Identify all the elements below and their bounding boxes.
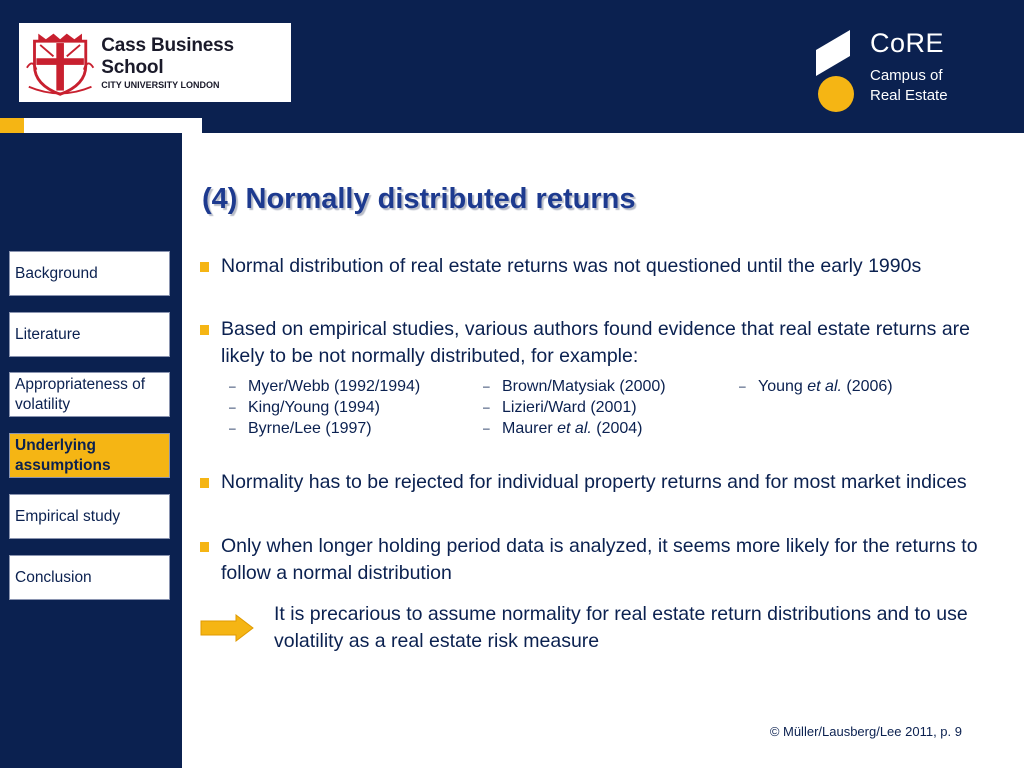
core-mark-icon <box>812 28 862 114</box>
sidebar-item-label: Background <box>15 264 98 282</box>
bullet-text: Based on empirical studies, various authors found evidence that real estate returns are likely to be not normally distributed, for example: <box>221 318 971 367</box>
reference-item <box>229 418 372 439</box>
dash-bullet-icon: – <box>229 421 236 435</box>
sidebar-item-label: Conclusion <box>15 568 92 586</box>
reference-text: King/Young (1994) <box>248 399 380 416</box>
conclusion-text: It is precarious to assume normality for real estate return distributions and to use volatility as a real estate risk measure <box>274 603 968 652</box>
dash-bullet-icon: – <box>483 379 490 393</box>
reference-item <box>483 418 643 439</box>
bullet-item <box>200 316 980 370</box>
sidebar-item-conclusion[interactable] <box>9 555 170 600</box>
sidebar-item-label: Underlying assumptions <box>15 436 111 474</box>
dash-bullet-icon: – <box>229 400 236 414</box>
accent-bar-yellow <box>0 118 24 133</box>
reference-emphasis: et al. <box>807 378 842 395</box>
dash-bullet-icon: – <box>483 400 490 414</box>
dash-bullet-icon: – <box>739 379 746 393</box>
sidebar-item-underlying-assumptions[interactable] <box>9 433 170 478</box>
bullet-square-icon <box>200 478 209 488</box>
bullet-text: Normality has to be rejected for individual property returns and for most market indices <box>221 471 967 493</box>
reference-text: Byrne/Lee (1997) <box>248 420 372 437</box>
bullet-item <box>200 253 980 280</box>
reference-text: Young <box>758 378 808 395</box>
reference-year: (2004) <box>591 420 643 437</box>
bullet-square-icon <box>200 262 209 272</box>
reference-emphasis: et al. <box>557 420 592 437</box>
sidebar-item-label: Empirical study <box>15 507 121 525</box>
reference-item <box>229 397 380 418</box>
reference-text: Maurer <box>502 420 558 437</box>
reference-item <box>739 376 893 397</box>
bullet-item <box>200 469 980 496</box>
reference-year: (2006) <box>841 378 893 395</box>
reference-text: Lizieri/Ward (2001) <box>502 399 637 416</box>
reference-item <box>483 376 666 397</box>
accent-bar-white <box>24 118 202 133</box>
core-title: CoRE <box>870 28 945 58</box>
core-subtitle <box>870 66 970 106</box>
core-subtitle-line-2: Real Estate <box>870 87 948 104</box>
core-logo <box>812 28 962 114</box>
dash-bullet-icon: – <box>229 379 236 393</box>
cass-crest-icon <box>25 28 95 98</box>
bullet-item <box>200 533 980 587</box>
bullet-text: Normal distribution of real estate returns was not questioned until the early 1990s <box>221 255 922 277</box>
sidebar-item-appropriateness-of-volatility[interactable] <box>9 372 170 417</box>
sidebar-item-literature[interactable] <box>9 312 170 357</box>
footer-copyright: © Müller/Lausberg/Lee 2011, p. 9 <box>769 724 962 739</box>
arrow-right-icon <box>200 614 254 642</box>
reference-text: Brown/Matysiak (2000) <box>502 378 666 395</box>
reference-text: Myer/Webb (1992/1994) <box>248 378 421 395</box>
sidebar-item-label: Appropriateness of volatility <box>15 375 146 413</box>
sidebar-item-empirical-study[interactable] <box>9 494 170 539</box>
core-subtitle-line-1: Campus of <box>870 67 943 84</box>
sidebar-item-label: Literature <box>15 325 81 343</box>
cass-logo-name: Cass Business School <box>101 35 234 78</box>
dash-bullet-icon: – <box>483 421 490 435</box>
cass-logo-subtitle: CITY UNIVERSITY LONDON <box>101 80 220 90</box>
slide-title: (4) Normally distributed returns <box>202 183 636 215</box>
reference-item <box>229 376 421 397</box>
reference-item <box>483 397 637 418</box>
bullet-square-icon <box>200 542 209 552</box>
bullet-text: Only when longer holding period data is analyzed, it seems more likely for the returns to follow a normal distribution <box>221 535 978 584</box>
bullet-square-icon <box>200 325 209 335</box>
sidebar-item-background[interactable] <box>9 251 170 296</box>
cass-business-school-logo <box>19 23 291 102</box>
